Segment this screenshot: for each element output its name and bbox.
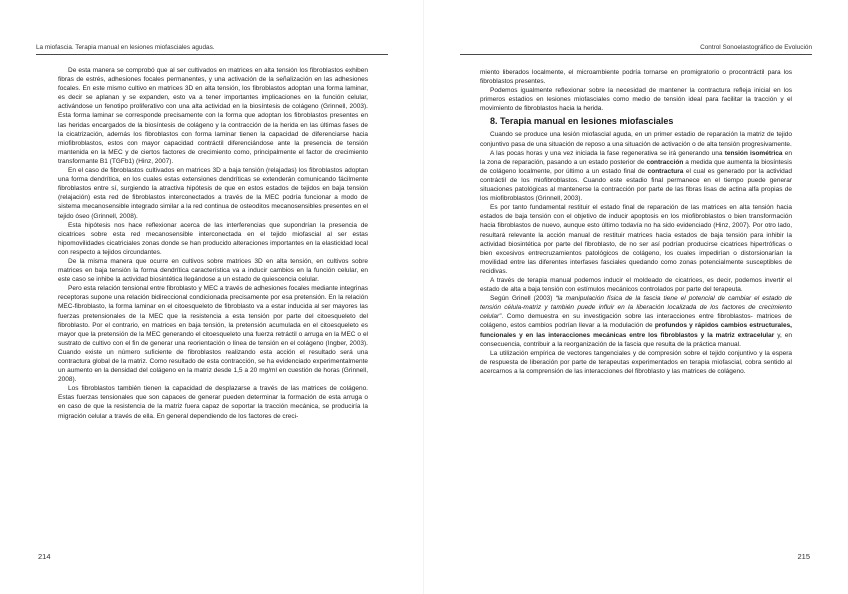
paragraph: Pero esta relación tensional entre fibroblasto y MEC a través de adhesiones focales mediante integrinas receptoras supone una relación bidireccional condicionada precisamente por esa pretensión. En la relación MEC-fibroblasto, la forma laminar en el citoesqueleto de fibroblasto va a estar inducida al ser mayores las fuerzas pretensionales de la MEC que la resistencia a esta tensión por parte del citoesqueleto del fibroblasto. Por el contrario, en matrices en baja tensión, la pretensión acumulada en el citoesqueleto es mayor que la pretensión de la MEC generando el citoesqueleto una fuerza retráctil o arruga en la MEC o el sustrato de cultivo con el fin de generar una reorientación o línea de tensión en el colágeno (Ingber, 2003). Cuando existe un número suficiente de fibroblastos realizando esta acción el resultado será una contractura global de la matriz. Como resultado de esta contracción, se ha evidenciado experimentalmente un aumento en la densidad del colágeno en la matriz desde 1,5 a 20 mg/ml en cuestión de horas (Grinnell, 2008). (58, 285, 368, 384)
running-header-left: La miofascia. Terapia manual en lesiones miofasciales agudas. (36, 44, 215, 51)
text-run: Según Grinell (2003) (490, 295, 556, 303)
left-page-body (58, 66, 368, 421)
page-number-right: 215 (797, 552, 810, 561)
paragraph: De la misma manera que ocurre en cultivos sobre matrices 3D en alta tensión, en cultivos sobre matrices en baja tensión la forma dendrítica característica va a inducir cambios en la función celular, en este caso se inhibe la actividad biosintética llegándose a un estado de quiescencia celular. (58, 257, 368, 284)
bold-term: profundos y rápidos cambios estructurales, funcionales y en las interacciones mecánicas entre los fibroblastos y la matriz extracelular (480, 322, 792, 339)
paragraph: Esta hipótesis nos hace reflexionar acerca de las interferencias que supondrían la presencia de cicatrices sobre esta red mecanosensible interconectada en el tejido miofascial al ser estas hipomovilidades cicatriciales zonas donde se han producido alteraciones importantes en la elasticidad local con respecto a tejidos circundantes. (58, 221, 368, 256)
right-page-body (480, 68, 792, 376)
italic-quote: “la manipulación física de la fascia tiene el potencial de cambiar el estado de tensión célula-matriz y también puede influir en la liberación localizada de los factores de crecimiento celular” (480, 295, 792, 321)
bold-term: contractura (647, 167, 684, 175)
text-run: el cual es generado por la actividad contráctil de los miofibroblastos. Cuando este estadio final permanece en el tiempo puede generar situaciones patológicas al mantenerse la contracción por parte de las fibras lisas de actina alfa propias de los miofibroblastos (Grinnell, 2003). (480, 167, 792, 203)
paragraph: Los fibroblastos también tienen la capacidad de desplazarse a través de las matrices de colágeno. Estas fuerzas tensionales que son capaces de generar pueden determinar la formación de esta arruga o en caso de que la resistencia de la matriz fuera capaz de soportar la tracción mecánica, se produciría la migración celular a través de ella. En general dependiendo de los factores de creci- (58, 385, 368, 420)
header-rule-right (460, 54, 812, 55)
text-run: en la zona de reparación, pasando a un estado posterior de (480, 149, 792, 166)
paragraph: La utilización empírica de vectores tangenciales y de compresión sobre el tejido conjuntivo y la espera de respuesta de liberación por parte de terapeutas experimentados en terapia miofascial, cobra sentido al acercarnos a la comprensión de las interacciones del fibroblasto y las matrices de colágeno. (480, 349, 792, 375)
paragraph (480, 294, 792, 349)
paragraph: Es por tanto fundamental restituir el estado final de reparación de las matrices en alta tensión hacia estados de baja tensión con el objetivo de inducir apoptosis en los miofibroblastos o bien transformación hacia fibroblastos de nuevo, aunque esto último todavía no ha sido evidenciado (Hinz, 2007). Por otro lado, resultará relevante la acción manual de restituir matrices hacia estados de baja tensión para inhibir la actividad biosintética por parte del fibroblasto, de no ser así podrían producirse cicatrices hipertróficas o bien excesivos entrecruzamientos patológicos de colágeno, los cuales impedirían o distorsionarían la movilidad entre las diferentes interfases fasciales quedando como zonas potencialmente susceptibles de recidivas. (480, 204, 792, 275)
section-heading: 8. Terapia manual en lesiones miofasciales (490, 116, 674, 127)
text-run: . Como demuestra en su investigación sobre las interacciones entre fibroblastos- matrices de colágeno, estos cambios podrían llevar a la modulación de (480, 313, 792, 330)
paragraph: A través de terapia manual podemos inducir el moldeado de cicatrices, es decir, podemos invertir el estado de alta a baja tensión con estímulos mecánicos controlados por parte del terapeuta. (480, 276, 792, 294)
bold-term: tensión isométrica (724, 149, 783, 157)
right-page (424, 0, 848, 594)
bold-term: contracción (646, 158, 684, 166)
running-header-right: Control Sonoelastográfico de Evolución (700, 44, 812, 51)
text-run: y, en consecuencia, contribuir a la reorganización de la fascia que resulta de la práctica manual. (480, 331, 793, 348)
paragraph: De esta manera se comprobó que al ser cultivados en matrices en alta tensión los fibroblastos exhiben fibras de estrés, adhesiones focales permanentes, y una activación de la señalización en las adhesiones focales. En este mismo cultivo en matrices 3D en alta tensión, los fibroblastos adoptan una forma laminar, es decir se aplanan y se expanden, esto va a tener importantes implicaciones en la función celular, activándose un fenotipo proliferativo con una alta actividad en la biosíntesis de colágeno (Grinnell, 2003). Esta forma laminar se corresponde precisamente con la forma que adoptan los fibroblastos presentes en las heridas encargados de la biosíntesis de colágeno y la contracción de la herida en las últimas fases de la cicatrización, además los fibroblastos con forma laminar tienen la capacidad de diferenciarse hacia miofibroblastos, estos con mayor capacidad contráctil diferenciándose ante la presencia de tensión mantenida en la MEC y de ciertos factores de crecimiento como, principalmente el factor de crecimiento transformante B1 (TGFb1) (Hinz, 2007). (58, 67, 368, 165)
text-run: a medida que aumenta la biosíntesis de colágeno localmente, por último a un estado final de (480, 158, 792, 175)
paragraph: miento liberados localmente, el microambiente podría tornarse en promigratorio o procontráctil para los fibroblastos presentes. (480, 69, 792, 86)
paragraph: En el caso de fibroblastos cultivados en matrices 3D a baja tensión (relajadas) los fibroblastos adoptan una forma dendrítica, en los cuales estas extensiones dendríticas se extenderán comunicando fácilmente fibroblastos entre sí, surgiendo la atractiva hipótesis de que en estos estados de tejidos en baja tensión (relajación) esta red de fibroblastos interconectados a través de la MEC podría funcionar a modo de sistema mecanosensible integrado similar a la red continua de osteoditos mecanosensibles presentes en el tejido óseo (Grinnell, 2008). (58, 167, 368, 220)
paragraph (480, 149, 792, 204)
paragraph: Cuando se produce una lesión miofascial aguda, en un primer estadio de reparación la matriz de tejido conjuntivo pasa de una situación de reposo a una situación de activación o de alta tensión progresivamente. (480, 131, 792, 148)
paragraph: Podemos igualmente reflexionar sobre la necesidad de mantener la contractura refleja inicial en los primeros estadios en lesiones miofasciales como medio de tensión ideal para facilitar la tracción y el movimiento de fibroblastos hacia la herida. (480, 87, 792, 113)
page-number-left: 214 (38, 552, 51, 561)
header-rule-left (36, 54, 388, 55)
text-run: A las pocas horas y una vez iniciada la fase regenerativa se irá generando una (490, 149, 725, 157)
